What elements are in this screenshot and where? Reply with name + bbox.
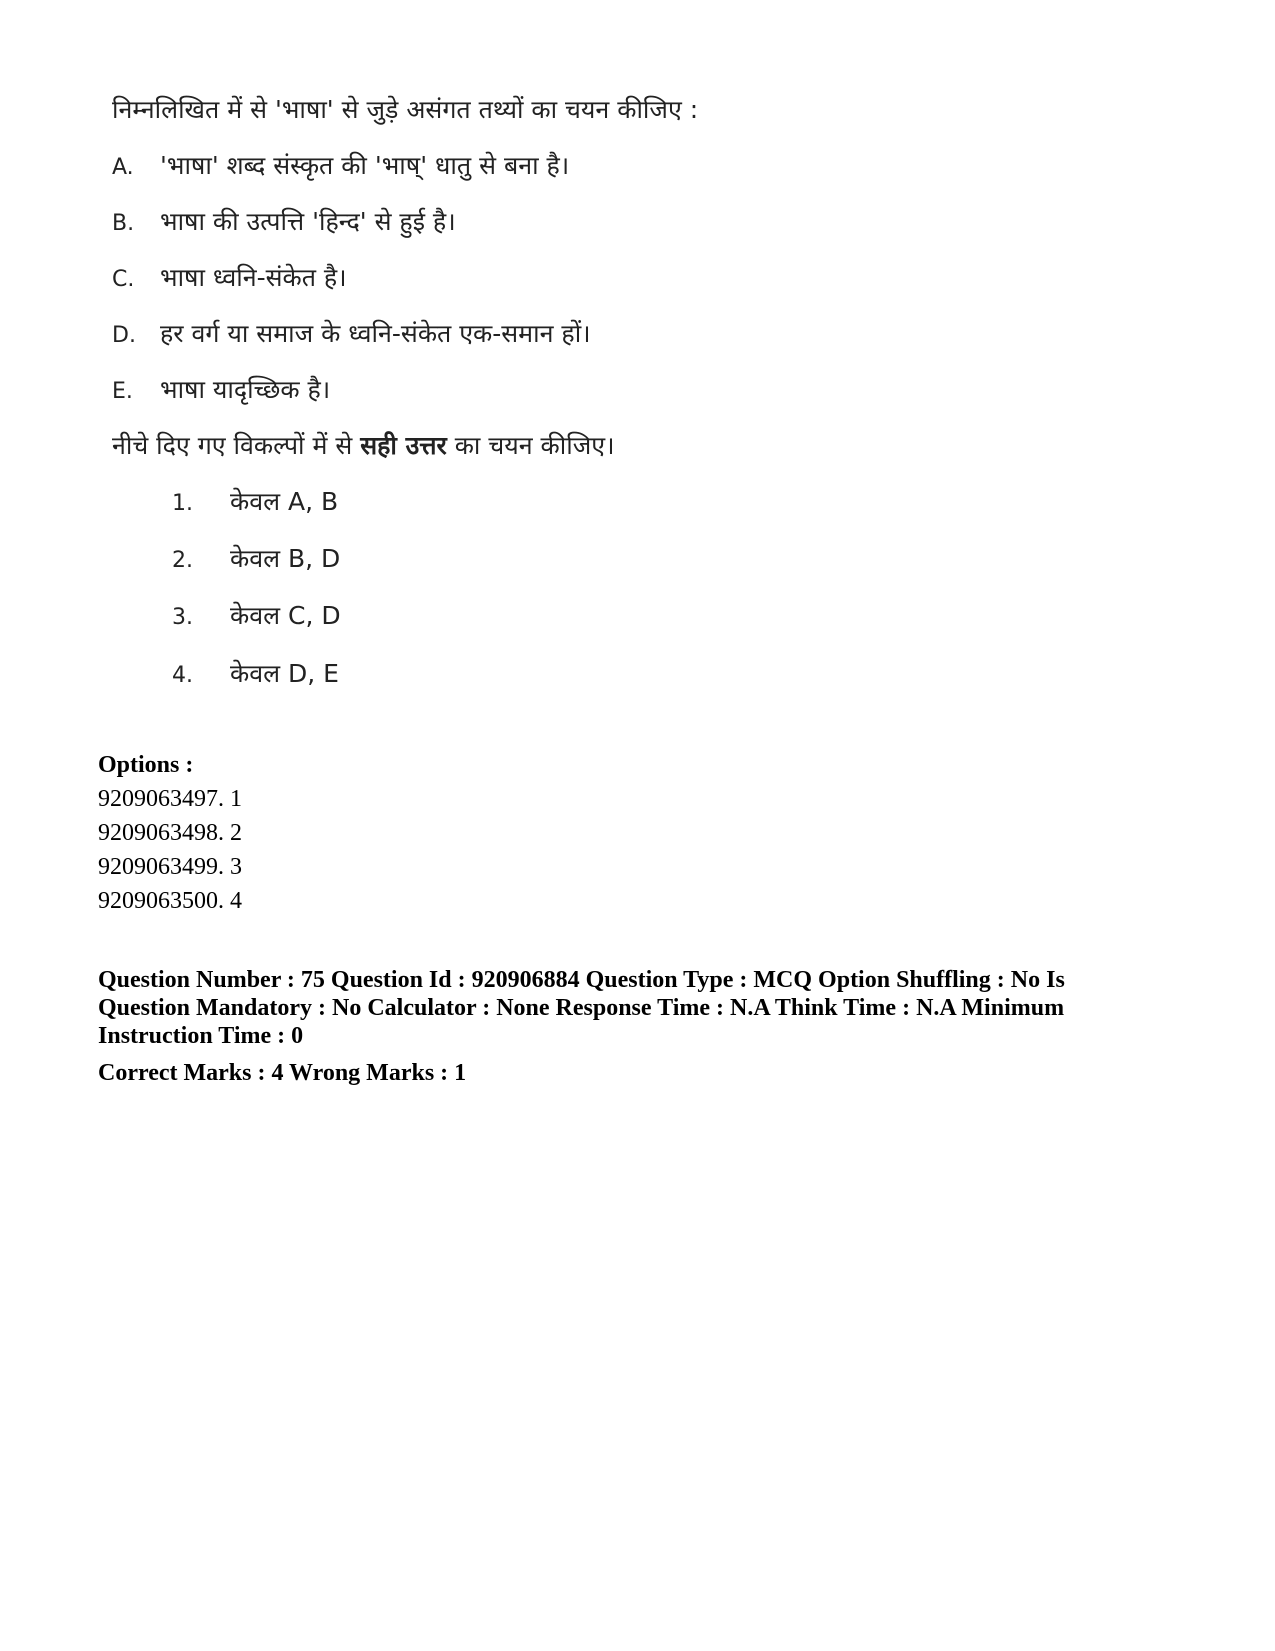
choice-text: केवल A, B xyxy=(230,487,339,516)
choice-number: 2. xyxy=(172,548,193,573)
statement-label: E. xyxy=(112,379,133,404)
statement-b xyxy=(112,204,456,238)
statement-e xyxy=(112,372,330,406)
question-instruction xyxy=(112,428,615,462)
statement-text: भाषा की उत्पत्ति 'हिन्द' से हुई है। xyxy=(160,207,456,236)
statement-d xyxy=(112,316,591,350)
option-item-3: 9209063499. 3 xyxy=(98,854,242,880)
choice-4 xyxy=(172,656,339,690)
choice-text: केवल B, D xyxy=(230,544,341,573)
choice-1 xyxy=(172,484,338,518)
question-intro: निम्नलिखित में से 'भाषा' से जुड़े असंगत तथ्यों का चयन कीजिए : xyxy=(112,95,699,124)
instruction-post: का चयन कीजिए। xyxy=(446,431,615,460)
statement-label: C. xyxy=(112,267,135,292)
choice-2 xyxy=(172,541,340,575)
statement-label: A. xyxy=(112,155,134,180)
instruction-pre: नीचे दिए गए विकल्पों में से xyxy=(112,431,361,460)
option-item-4: 9209063500. 4 xyxy=(98,888,242,914)
statement-label: D. xyxy=(112,323,136,348)
options-heading: Options : xyxy=(98,752,194,778)
instruction-bold: सही उत्तर xyxy=(360,431,447,460)
option-item-1: 9209063497. 1 xyxy=(98,786,242,812)
choice-number: 1. xyxy=(172,491,193,516)
choice-number: 4. xyxy=(172,663,193,688)
choice-3 xyxy=(172,598,341,632)
question-marks: Correct Marks : 4 Wrong Marks : 1 xyxy=(98,1060,467,1086)
option-item-2: 9209063498. 2 xyxy=(98,820,242,846)
choice-text: केवल D, E xyxy=(230,659,339,688)
statement-label: B. xyxy=(112,211,135,236)
choice-text: केवल C, D xyxy=(230,601,341,630)
statement-text: 'भाषा' शब्द संस्कृत की 'भाष्' धातु से बना है। xyxy=(160,151,570,180)
statement-a xyxy=(112,148,569,182)
statement-c xyxy=(112,260,347,294)
statement-text: हर वर्ग या समाज के ध्वनि-संकेत एक-समान हों। xyxy=(160,319,591,348)
question-metadata: Question Number : 75 Question Id : 920906884 Question Type : MCQ Option Shuffling : No Is Question Mandatory : No Calculator : None Response Time : N.A Think Time : N.A Minimum Instruction Time : 0 xyxy=(98,967,1065,1049)
statement-text: भाषा ध्वनि-संकेत है। xyxy=(160,263,347,292)
choice-number: 3. xyxy=(172,605,193,630)
statement-text: भाषा यादृच्छिक है। xyxy=(160,375,331,404)
